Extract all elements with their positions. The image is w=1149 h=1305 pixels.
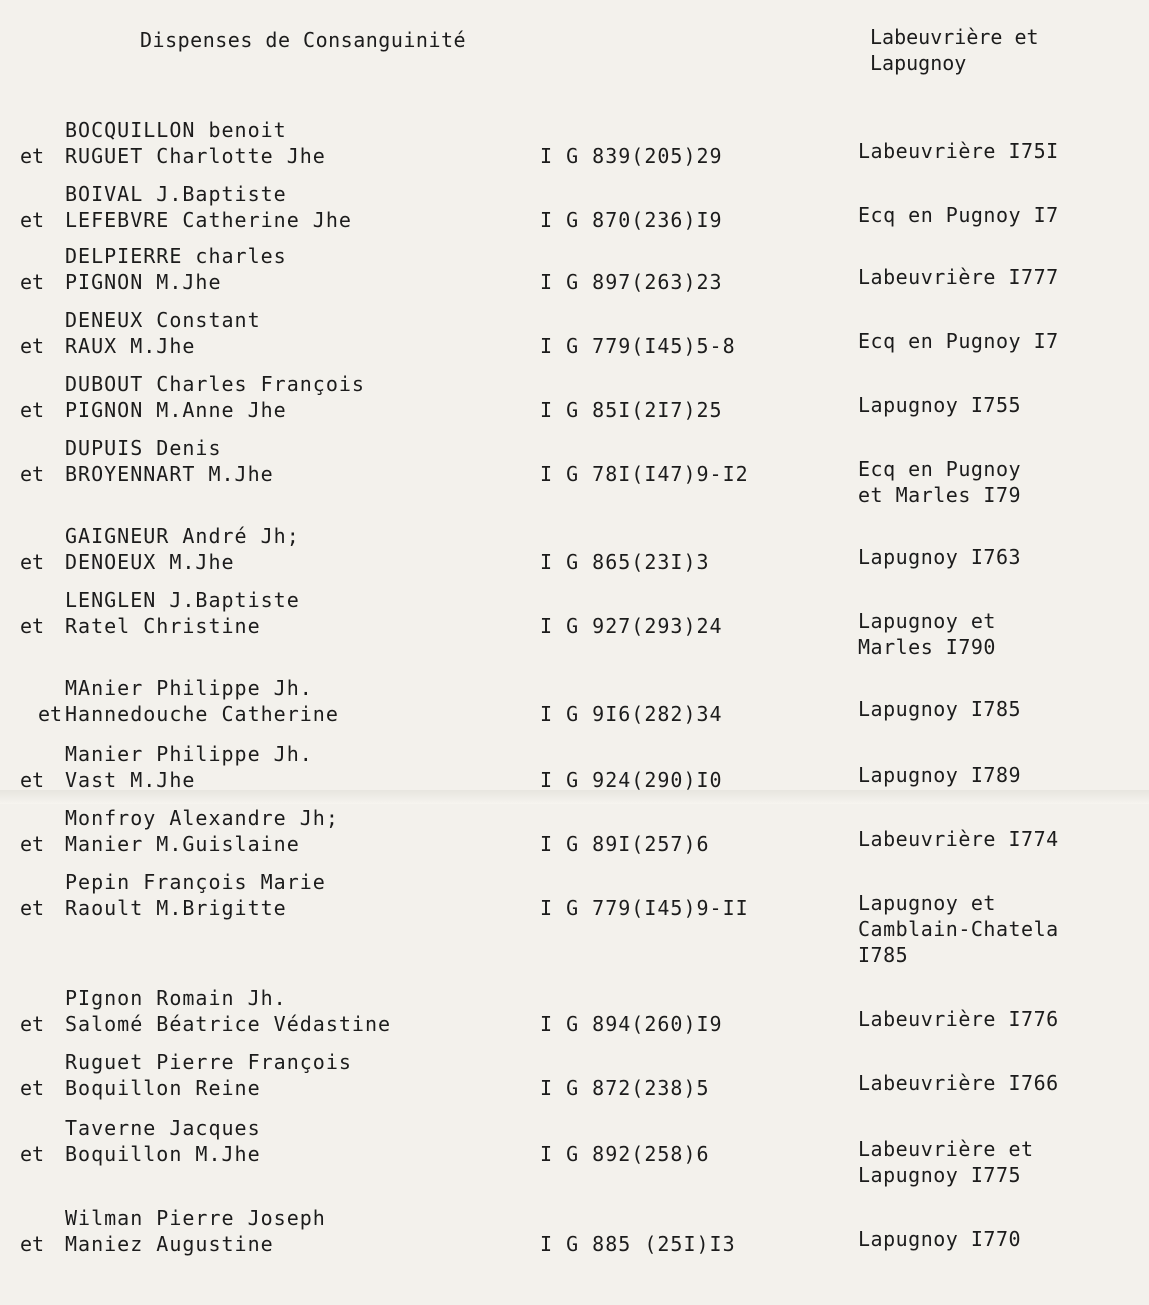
groom-name: Ruguet Pierre François bbox=[65, 1050, 352, 1074]
groom-name: Taverne Jacques bbox=[65, 1116, 261, 1140]
groom-name: DENEUX Constant bbox=[65, 308, 261, 332]
groom-name: PIgnon Romain Jh. bbox=[65, 986, 287, 1010]
archive-reference: I G 872(238)5 bbox=[540, 1076, 710, 1100]
groom-name: BOIVAL J.Baptiste bbox=[65, 182, 287, 206]
conjunction: et bbox=[20, 550, 45, 574]
conjunction: et bbox=[20, 1232, 45, 1256]
list-item bbox=[0, 372, 1149, 432]
archive-reference: I G 927(293)24 bbox=[540, 614, 723, 638]
list-item bbox=[0, 308, 1149, 368]
parish-date: Lapugnoy I763 bbox=[858, 545, 1022, 569]
conjunction: et bbox=[20, 832, 45, 856]
conjunction: et bbox=[20, 462, 45, 486]
list-item bbox=[0, 986, 1149, 1046]
conjunction: et bbox=[20, 144, 45, 168]
list-item bbox=[0, 742, 1149, 802]
bride-name: RUGUET Charlotte Jhe bbox=[65, 144, 326, 168]
groom-name: Wilman Pierre Joseph bbox=[65, 1206, 326, 1230]
archive-reference: I G 85I(2I7)25 bbox=[540, 398, 723, 422]
archive-reference: I G 885 (25I)I3 bbox=[540, 1232, 736, 1256]
archive-reference: I G 89I(257)6 bbox=[540, 832, 710, 856]
groom-name: BOCQUILLON benoit bbox=[65, 118, 287, 142]
bride-name: Manier M.Guislaine bbox=[65, 832, 300, 856]
list-item bbox=[0, 1206, 1149, 1266]
parish-date: Labeuvrière I776 bbox=[858, 1007, 1059, 1031]
archive-reference: I G 78I(I47)9-I2 bbox=[540, 462, 749, 486]
bride-name: Vast M.Jhe bbox=[65, 768, 196, 792]
bride-name: Maniez Augustine bbox=[65, 1232, 274, 1256]
bride-name: PIGNON M.Anne Jhe bbox=[65, 398, 287, 422]
archive-reference: I G 894(260)I9 bbox=[540, 1012, 723, 1036]
bride-name: PIGNON M.Jhe bbox=[65, 270, 222, 294]
parish-date: Lapugnoy et Marles I790 bbox=[858, 609, 996, 659]
parish-date: Labeuvrière I774 bbox=[858, 827, 1059, 851]
list-item bbox=[0, 524, 1149, 584]
list-item bbox=[0, 182, 1149, 242]
groom-name: DUPUIS Denis bbox=[65, 436, 222, 460]
conjunction: et bbox=[20, 1142, 45, 1166]
parish-date: Labeuvrière I777 bbox=[858, 265, 1059, 289]
conjunction: et bbox=[38, 702, 63, 726]
conjunction: et bbox=[20, 896, 45, 920]
groom-name: DELPIERRE charles bbox=[65, 244, 287, 268]
list-item bbox=[0, 806, 1149, 866]
bride-name: Raoult M.Brigitte bbox=[65, 896, 287, 920]
bride-name: Boquillon Reine bbox=[65, 1076, 261, 1100]
parish-date: Ecq en Pugnoy I7 bbox=[858, 203, 1059, 227]
parish-date: Ecq en Pugnoy et Marles I79 bbox=[858, 457, 1022, 507]
conjunction: et bbox=[20, 1076, 45, 1100]
archive-reference: I G 892(258)6 bbox=[540, 1142, 710, 1166]
parish-date: Lapugnoy I785 bbox=[858, 697, 1022, 721]
parish-date: Labeuvrière et Lapugnoy I775 bbox=[858, 1137, 1034, 1187]
archive-reference: I G 870(236)I9 bbox=[540, 208, 723, 232]
bride-name: BROYENNART M.Jhe bbox=[65, 462, 274, 486]
bride-name: Boquillon M.Jhe bbox=[65, 1142, 261, 1166]
groom-name: Monfroy Alexandre Jh; bbox=[65, 806, 339, 830]
groom-name: Pepin François Marie bbox=[65, 870, 326, 894]
bride-name: Salomé Béatrice Védastine bbox=[65, 1012, 392, 1036]
conjunction: et bbox=[20, 334, 45, 358]
groom-name: DUBOUT Charles François bbox=[65, 372, 365, 396]
conjunction: et bbox=[20, 270, 45, 294]
archive-reference: I G 9I6(282)34 bbox=[540, 702, 723, 726]
parish-date: Labeuvrière I766 bbox=[858, 1071, 1059, 1095]
parish-date: Lapugnoy I789 bbox=[858, 763, 1022, 787]
bride-name: Ratel Christine bbox=[65, 614, 261, 638]
conjunction: et bbox=[20, 614, 45, 638]
parish-date: Ecq en Pugnoy I7 bbox=[858, 329, 1059, 353]
parish-date: Labeuvrière I75I bbox=[858, 139, 1059, 163]
list-item bbox=[0, 676, 1149, 736]
page-title: Dispenses de Consanguinité bbox=[140, 28, 467, 52]
conjunction: et bbox=[20, 398, 45, 422]
groom-name: LENGLEN J.Baptiste bbox=[65, 588, 300, 612]
groom-name: Manier Philippe Jh. bbox=[65, 742, 313, 766]
bride-name: DENOEUX M.Jhe bbox=[65, 550, 235, 574]
page-place-heading: Labeuvrière et Lapugnoy bbox=[870, 25, 1039, 75]
list-item bbox=[0, 870, 1149, 967]
archive-reference: I G 924(290)I0 bbox=[540, 768, 723, 792]
bride-name: Hannedouche Catherine bbox=[65, 702, 339, 726]
archive-reference: I G 839(205)29 bbox=[540, 144, 723, 168]
archive-reference: I G 779(I45)5-8 bbox=[540, 334, 736, 358]
list-item bbox=[0, 588, 1149, 659]
parish-date: Lapugnoy et Camblain-Chatela I785 bbox=[858, 891, 1059, 967]
archive-reference: I G 865(23I)3 bbox=[540, 550, 710, 574]
parish-date: Lapugnoy I770 bbox=[858, 1227, 1022, 1251]
list-item bbox=[0, 436, 1149, 507]
parish-date: Lapugnoy I755 bbox=[858, 393, 1022, 417]
archive-reference: I G 779(I45)9-II bbox=[540, 896, 749, 920]
list-item bbox=[0, 244, 1149, 304]
bride-name: LEFEBVRE Catherine Jhe bbox=[65, 208, 352, 232]
groom-name: MAnier Philippe Jh. bbox=[65, 676, 313, 700]
list-item bbox=[0, 1050, 1149, 1110]
conjunction: et bbox=[20, 208, 45, 232]
list-item bbox=[0, 118, 1149, 178]
conjunction: et bbox=[20, 1012, 45, 1036]
bride-name: RAUX M.Jhe bbox=[65, 334, 196, 358]
list-item bbox=[0, 1116, 1149, 1187]
conjunction: et bbox=[20, 768, 45, 792]
archive-reference: I G 897(263)23 bbox=[540, 270, 723, 294]
groom-name: GAIGNEUR André Jh; bbox=[65, 524, 300, 548]
